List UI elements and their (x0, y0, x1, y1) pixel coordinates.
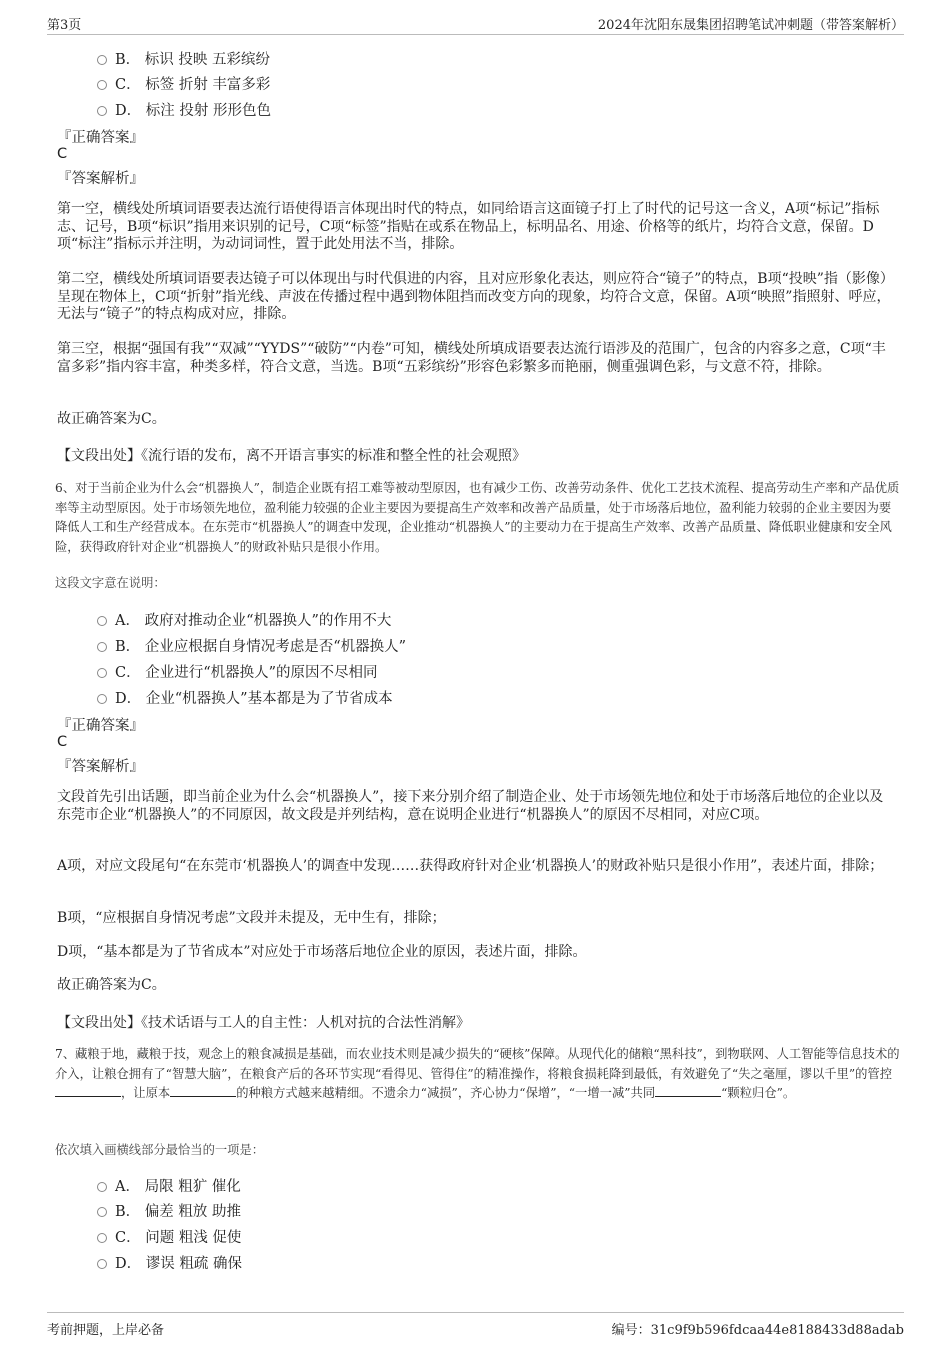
radio-icon[interactable] (97, 616, 107, 626)
q6-prompt: 这段文字意在说明： (55, 576, 166, 590)
q5-option-c[interactable]: C． 标签 折射 丰富多彩 (97, 73, 270, 94)
q5-option-b[interactable]: B． 标识 投映 五彩缤纷 (97, 48, 270, 69)
q6-analysis-2: A项，对应文段尾句“在东莞市‘机器换人’的调查中发现……获得政府针对企业‘机器换人’的财政补贴只是很小作用”，表述片面，排除； (57, 858, 884, 874)
q5-option-d[interactable]: D． 标注 投射 形形色色 (97, 99, 271, 120)
q6-analysis-4: D项，“基本都是为了节省成本”对应处于市场落后地位企业的原因，表述片面，排除。 (57, 944, 587, 960)
q7-option-b[interactable]: B． 偏差 粗放 助推 (97, 1200, 241, 1221)
q6-analysis-label: 『答案解析』 (57, 759, 144, 775)
radio-icon[interactable] (97, 1182, 107, 1192)
radio-icon[interactable] (97, 1259, 107, 1269)
q6-option-a[interactable]: A． 政府对推动企业“机器换人”的作用不大 (97, 609, 391, 630)
document-title: 2024年沈阳东晟集团招聘笔试冲刺题（带答案解析） (597, 18, 904, 33)
q5-analysis-3: 第三空，根据“强国有我”“双减”“YYDS”“破防”“内卷”可知，横线处所填成语要表达流行语涉及的范围广，包含的内容多之意，C项“丰富多彩”指内容丰富，种类多样，符合文意，当选。B项“五彩缤纷”形容色彩繁多而艳丽，侧重强调色彩，与文意不符，排除。 (57, 341, 886, 375)
q6-option-d[interactable]: D． 企业“机器换人”基本都是为了节省成本 (97, 687, 393, 708)
q6-option-c[interactable]: C． 企业进行“机器换人”的原因不尽相同 (97, 661, 378, 682)
q5-answer: C (57, 146, 68, 162)
page-number: 第3页 (47, 18, 82, 33)
q6-answer: C (57, 734, 68, 750)
radio-icon[interactable] (97, 106, 107, 116)
q7-question: 7、藏粮于地，藏粮于技，观念上的粮食减损是基础，而农业技术则是减少损失的“硬核”保障。从现代化的储粮“黑科技”，到物联网、人工智能等信息技术的介入，让粮仓拥有了“智慧大脑”，在粮食产后的各环节实现“看得见、管得住”的精准操作，将粮食损耗降到最低，有效避免了“失之毫厘，谬以千里”的管控，让原本 的种粮方式越来越精细。不遗余力“减损”，齐心协力“保增”，“一增一减”共同 “颗粒归仓”。 (55, 1047, 900, 1100)
q6-option-b[interactable]: B． 企业应根据自身情况考虑是否“机器换人” (97, 635, 406, 656)
page-header (47, 14, 904, 35)
q5-analysis-1: 第一空，横线处所填词语要表达流行语使得语言体现出时代的特点，如同给语言这面镜子打上了时代的记号这一含义，A项“标记”指标志、记号，B项“标识”指用来识别的记号，C项“标签”指贴在或系在物品上，标明品名、用途、价格等的纸片，均符合文意，保留。D项“标注”指标示并注明，为动词词性，置于此处用法不当，排除。 (57, 201, 880, 252)
q7-option-a[interactable]: A． 局限 粗犷 催化 (97, 1175, 241, 1196)
q6-source: 【文段出处】《技术话语与工人的自主性：人机对抗的合法性消解》 (57, 1015, 470, 1031)
q7-prompt: 依次填入画横线部分最恰当的一项是： (55, 1143, 265, 1157)
blank-1 (55, 1085, 121, 1097)
q7-option-c[interactable]: C． 问题 粗浅 促使 (97, 1226, 241, 1247)
q6-analysis-3: B项，“应根据自身情况考虑”文段并未提及，无中生有，排除； (57, 910, 446, 926)
blank-2 (170, 1085, 236, 1097)
radio-icon[interactable] (97, 1233, 107, 1243)
document-id: 编号：31c9f9b596fdcaa44e8188433d88adab (611, 1323, 904, 1338)
blank-3 (655, 1085, 721, 1097)
q6-question: 6、对于当前企业为什么会“机器换人”，制造企业既有招工难等被动型原因，也有减少工伤、改善劳动条件、优化工艺技术流程、提高劳动生产率和产品优质率等主动型原因。处于市场领先地位，盈利能力较强的企业主要因为要提高生产效率和改善产品质量，处于市场落后地位，盈利能力较弱的企业主要因为要降低人工和生产经营成本。在东莞市“机器换人”的调查中发现，企业推动“机器换人”的主要动力在于提高生产效率、改善产品质量、降低职业健康和安全风险，获得政府针对企业“机器换人”的财政补贴只是很小作用。 (55, 481, 900, 554)
q6-answer-label: 『正确答案』 (57, 718, 144, 734)
radio-icon[interactable] (97, 1207, 107, 1217)
q6-analysis-1: 文段首先引出话题，即当前企业为什么会“机器换人”，接下来分别介绍了制造企业、处于市场领先地位和处于市场落后地位的企业以及东莞市企业“机器换人”的不同原因，故文段是并列结构，意在说明企业进行“机器换人”的原因不尽相同，对应C项。 (57, 789, 884, 823)
radio-icon[interactable] (97, 668, 107, 678)
radio-icon[interactable] (97, 55, 107, 65)
page-footer (47, 1312, 904, 1343)
q6-analysis-5: 故正确答案为C。 (57, 977, 166, 993)
q5-answer-label: 『正确答案』 (57, 130, 144, 146)
radio-icon[interactable] (97, 694, 107, 704)
q5-source: 【文段出处】《流行语的发布，离不开语言事实的标准和整全性的社会观照》 (57, 448, 526, 464)
q5-analysis-label: 『答案解析』 (57, 171, 144, 187)
q5-analysis-4: 故正确答案为C。 (57, 411, 166, 427)
q5-analysis-2: 第二空，横线处所填词语要表达镜子可以体现出与时代俱进的内容，且对应形象化表达，则应符合“镜子”的特点，B项“投映”指（影像）呈现在物体上，C项“折射”指光线、声波在传播过程中遇到物体阻挡而改变方向的现象，均符合文意，保留。A项“映照”指照射、呼应，无法与“镜子”的特点构成对应，排除。 (57, 271, 894, 322)
footer-slogan: 考前押题，上岸必备 (47, 1323, 165, 1338)
q7-option-d[interactable]: D． 谬误 粗疏 确保 (97, 1252, 242, 1273)
radio-icon[interactable] (97, 80, 107, 90)
radio-icon[interactable] (97, 642, 107, 652)
